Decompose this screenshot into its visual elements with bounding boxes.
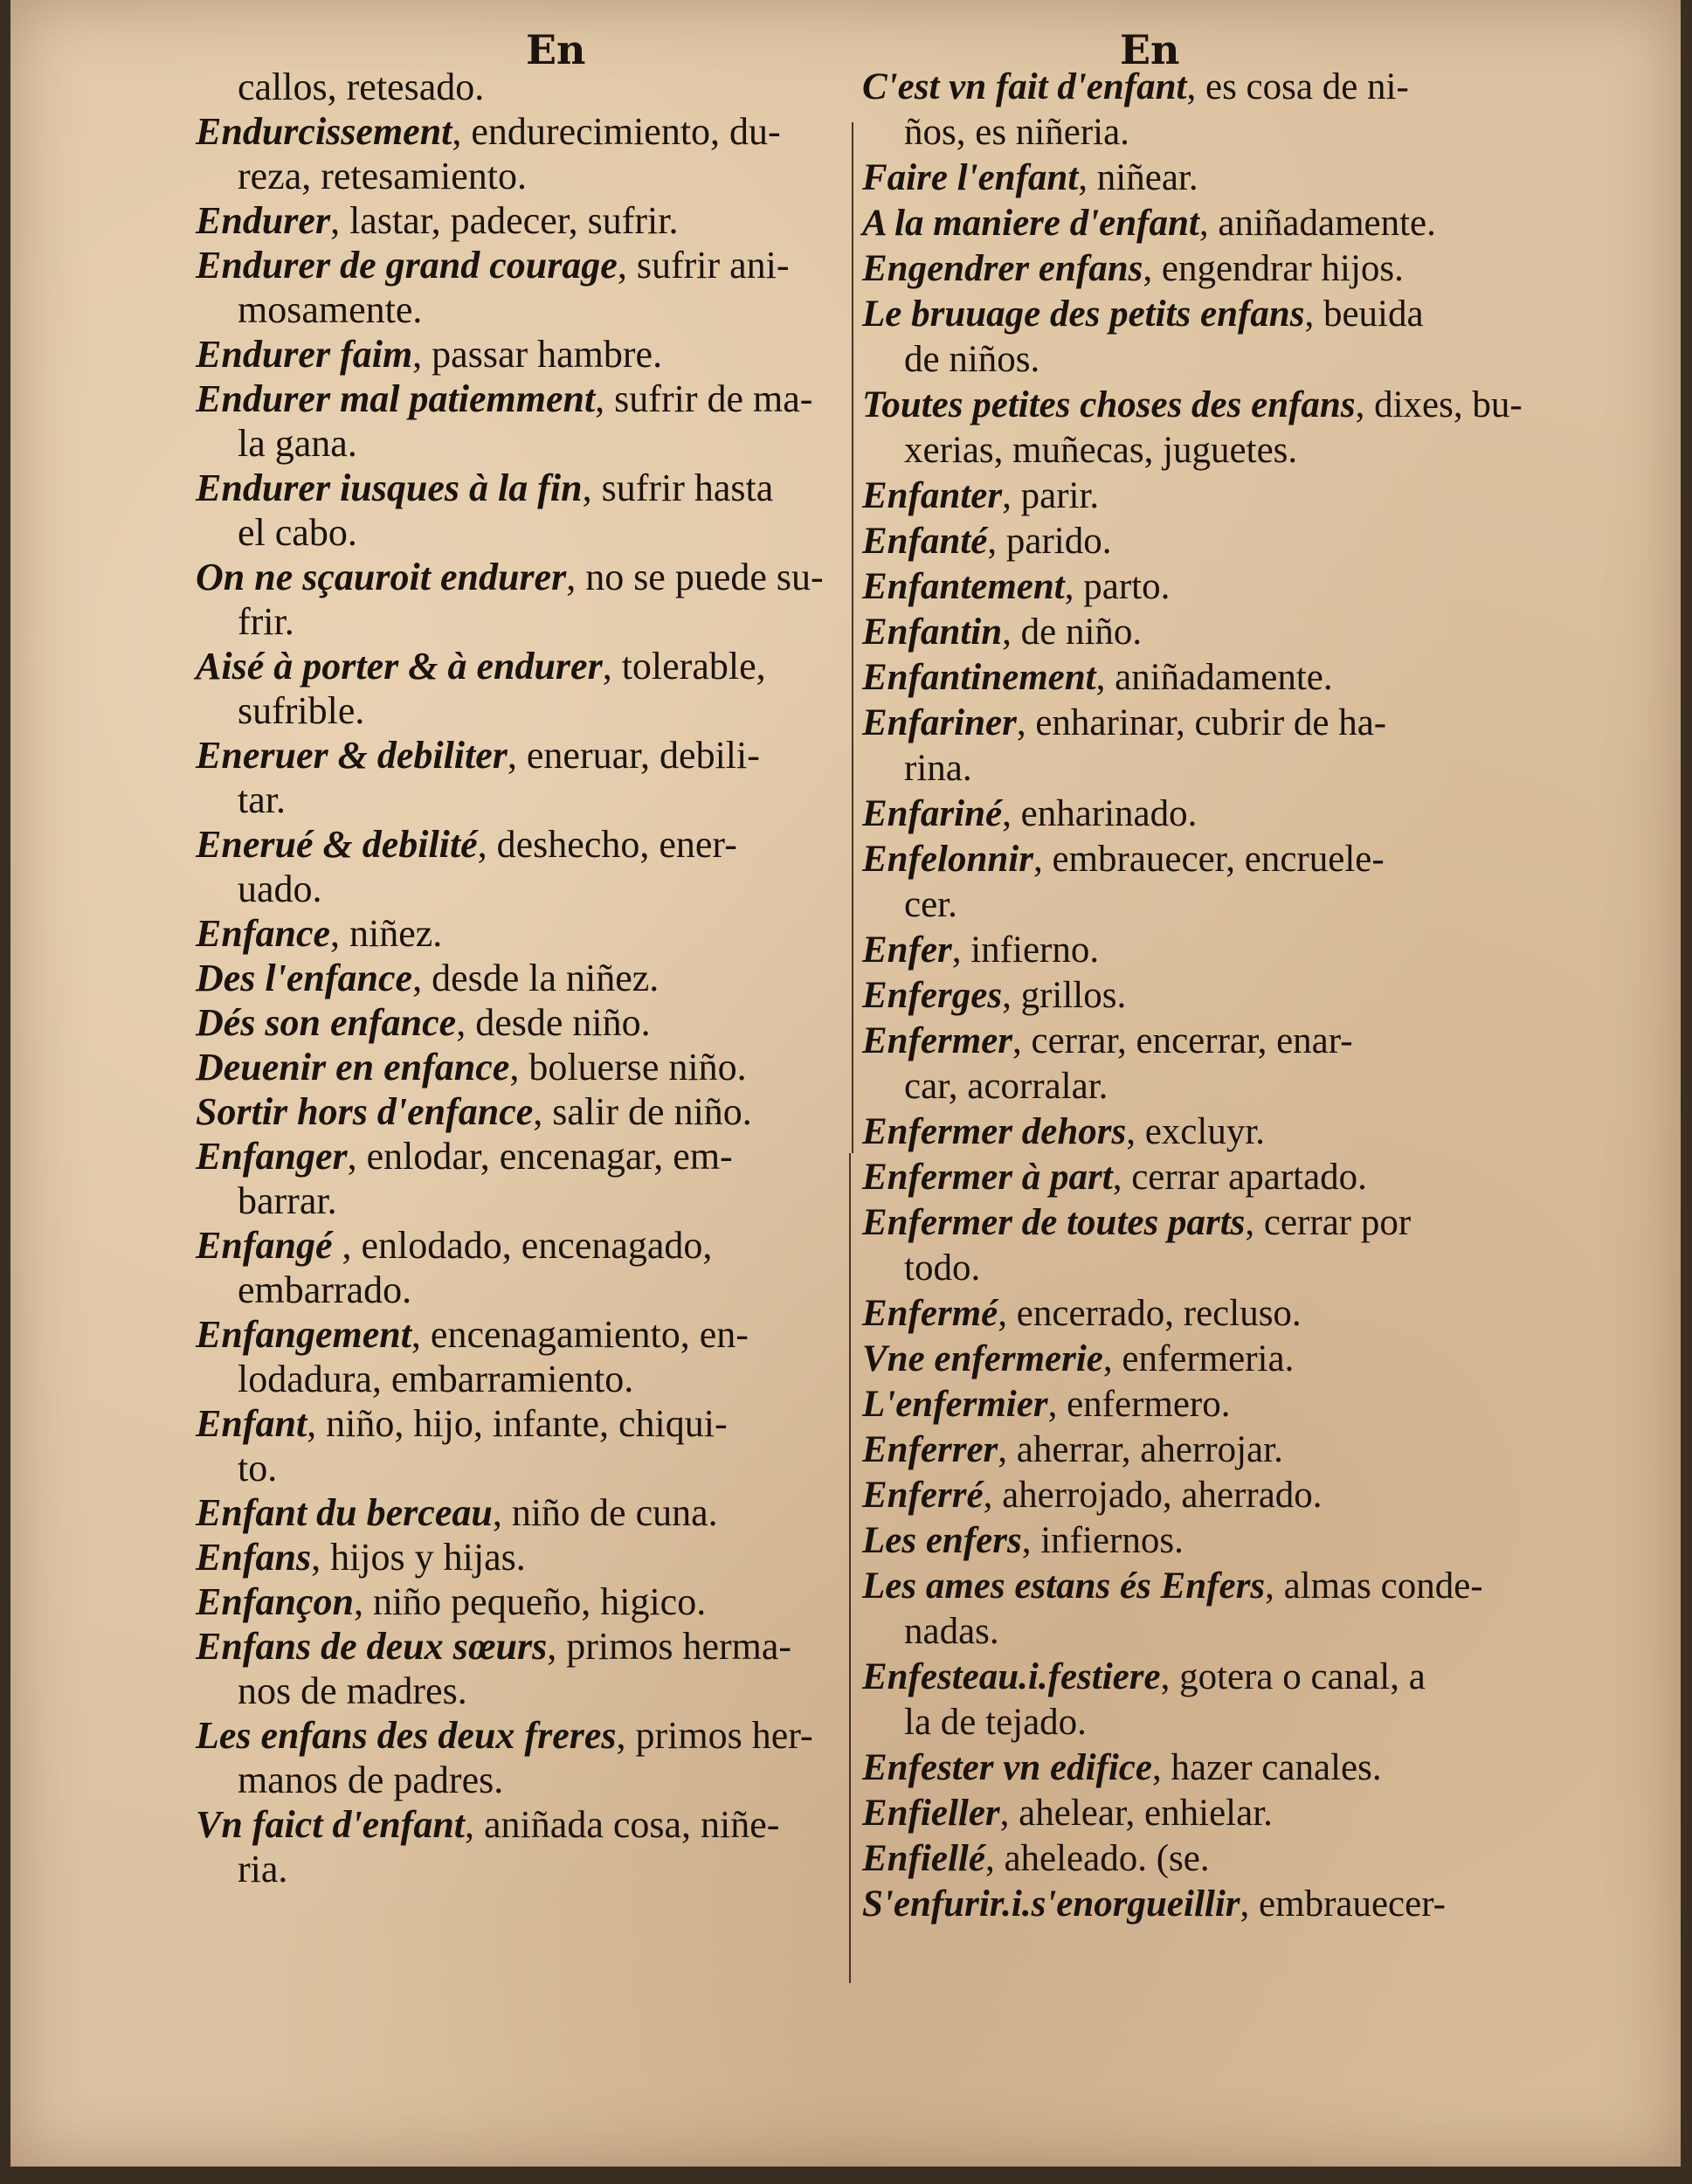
entry-definition: de niños.: [904, 339, 1040, 380]
entry-headword: Enferré: [862, 1475, 984, 1516]
entry-headword: Toutes petites choses des enfans: [862, 384, 1356, 425]
entry-definition: , sufrir de ma-: [595, 377, 813, 420]
dictionary-entry: [196, 1089, 842, 1134]
column-rule: [852, 122, 853, 1153]
entry-headword: Enfariner: [862, 702, 1017, 743]
entry-definition: , embrauecer, encruele-: [1032, 839, 1385, 880]
entry-headword: Enfariné: [862, 793, 1003, 834]
entry-definition: todo.: [904, 1248, 981, 1289]
entry-definition: barrar.: [238, 1179, 337, 1222]
entry-continuation: [196, 1446, 842, 1490]
dictionary-entry: [196, 911, 842, 956]
entry-definition: , aherrar, aherrojar.: [998, 1429, 1283, 1470]
dictionary-entry: [196, 644, 842, 688]
dictionary-entry: [862, 1200, 1513, 1246]
entry-definition: , aherrojado, aherrado.: [983, 1475, 1323, 1516]
dictionary-entry: [196, 1802, 842, 1847]
dictionary-entry: [196, 1312, 842, 1357]
entry-headword: Enfelonnir: [862, 839, 1033, 880]
entry-definition: , sufrir hasta: [582, 467, 774, 509]
entry-definition: , engendrar hijos.: [1143, 248, 1404, 289]
dictionary-entry: [862, 201, 1513, 246]
entry-definition: , almas conde-: [1265, 1565, 1483, 1607]
entry-headword: Enfangement: [196, 1313, 411, 1356]
dictionary-entry: [196, 1490, 842, 1535]
entry-headword: Enfanté: [862, 521, 988, 562]
dictionary-entry: [862, 519, 1513, 564]
entry-headword: Eneruer & debiliter: [196, 734, 508, 777]
dictionary-entry: [196, 466, 842, 510]
entry-definition: ños, es niñeria.: [904, 112, 1129, 153]
entry-headword: Enferrer: [862, 1429, 998, 1470]
entry-definition: , enharinar, cubrir de ha-: [1016, 702, 1387, 743]
entry-headword: Les ames estans és Enfers: [862, 1565, 1266, 1607]
dictionary-entry: [196, 733, 842, 778]
entry-headword: S'enfurir.i.s'enorgueillir: [862, 1883, 1240, 1925]
entry-headword: Endurer de grand courage: [196, 244, 618, 287]
entry-definition: , encerrado, recluso.: [998, 1293, 1302, 1334]
entry-definition: , salir de niño.: [533, 1090, 752, 1133]
dictionary-entry: [862, 1836, 1513, 1882]
entry-headword: Enfanter: [862, 475, 1003, 516]
entry-definition: , enharinado.: [1002, 793, 1198, 834]
entry-definition: el cabo.: [238, 511, 357, 554]
running-head-left: En: [526, 26, 586, 73]
dictionary-entry: [862, 655, 1513, 701]
entry-headword: Enfans: [196, 1536, 312, 1579]
entry-definition: , niñez.: [330, 912, 443, 955]
entry-headword: Enfermer dehors: [862, 1111, 1127, 1152]
entry-definition: , de niño.: [1002, 612, 1143, 653]
entry-definition: , grillos.: [1002, 975, 1127, 1016]
entry-headword: Enfester vn edifice: [862, 1747, 1152, 1788]
entry-definition: , infierno.: [951, 930, 1100, 971]
entry-headword: Faire l'enfant: [862, 157, 1079, 198]
entry-definition: , aniñadamente.: [1095, 657, 1333, 698]
entry-definition: mosamente.: [238, 288, 423, 331]
entry-headword: L'enfermier: [862, 1384, 1048, 1425]
dictionary-entry: [862, 1564, 1513, 1609]
entry-definition: , hijos y hijas.: [311, 1536, 526, 1579]
dictionary-entry: [862, 156, 1513, 201]
entry-headword: Enfiellé: [862, 1838, 985, 1879]
entry-headword: Les enfans des deux freres: [196, 1714, 617, 1757]
dictionary-entry: [862, 1473, 1513, 1518]
entry-continuation: [196, 1268, 842, 1312]
entry-definition: , eneruar, debili-: [507, 734, 760, 777]
entry-headword: Les enfers: [862, 1520, 1022, 1561]
entry-definition: , enfermero.: [1047, 1384, 1231, 1425]
entry-definition: , desde la niñez.: [412, 957, 660, 999]
entry-definition: car, acorralar.: [904, 1066, 1108, 1107]
entry-definition: , embrauecer-: [1240, 1883, 1447, 1925]
entry-headword: Enfermer à part: [862, 1157, 1113, 1198]
entry-definition: , parto.: [1064, 566, 1171, 607]
dictionary-entry: [196, 1401, 842, 1446]
entry-definition: nos de madres.: [238, 1669, 467, 1712]
entry-definition: , primos her-: [616, 1714, 813, 1757]
entry-definition: , endurecimiento, du-: [452, 110, 781, 153]
entry-headword: Le bruuage des petits enfans: [862, 294, 1305, 335]
entry-headword: Enfesteau.i.festiere: [862, 1656, 1161, 1697]
dictionary-entry: [862, 1382, 1513, 1427]
entry-definition: cer.: [904, 884, 957, 925]
dictionary-entry: [196, 1535, 842, 1579]
entry-definition: , boluerse niño.: [509, 1046, 747, 1089]
entry-definition: , encenagamiento, en-: [411, 1313, 749, 1356]
entry-definition: , beuida: [1304, 294, 1424, 335]
entry-continuation: [196, 287, 842, 332]
dictionary-entry: [196, 243, 842, 287]
entry-definition: la gana.: [238, 422, 357, 465]
entry-definition: , infiernos.: [1021, 1520, 1184, 1561]
dictionary-entry: [196, 1223, 842, 1268]
entry-definition: , enlodar, encenagar, em-: [347, 1135, 733, 1178]
dictionary-entry: [862, 1791, 1513, 1836]
entry-headword: A la maniere d'enfant: [862, 203, 1199, 244]
entry-definition: , tolerable,: [602, 645, 766, 688]
entry-definition: , enlodado, encenagado,: [332, 1224, 713, 1267]
entry-definition: embarrado.: [238, 1268, 412, 1311]
dictionary-entry: [862, 473, 1513, 519]
dictionary-entry: [862, 564, 1513, 610]
dictionary-entry: [862, 1518, 1513, 1564]
dictionary-entry: [196, 1134, 842, 1178]
entry-continuation: [196, 154, 842, 198]
dictionary-entry: [196, 1579, 842, 1624]
entry-continuation: [862, 428, 1513, 473]
entry-continuation: [196, 867, 842, 911]
entry-definition: , aheleado. (se.: [984, 1838, 1210, 1879]
entry-headword: Aisé à porter & à endurer: [196, 645, 603, 688]
dictionary-entry: [862, 1882, 1513, 1927]
entry-definition: , cerrar por: [1245, 1202, 1412, 1243]
entry-headword: Enerué & debilité: [196, 823, 478, 866]
entry-continuation: [196, 778, 842, 822]
entry-continuation: [196, 65, 842, 109]
dictionary-entry: [196, 109, 842, 154]
dictionary-entry: [862, 1337, 1513, 1382]
entry-headword: Vn faict d'enfant: [196, 1803, 466, 1846]
entry-continuation: [862, 1064, 1513, 1109]
entry-headword: Endurer mal patiemment: [196, 377, 596, 420]
entry-headword: Enfangé: [196, 1224, 333, 1267]
entry-headword: Enfieller: [862, 1793, 1000, 1834]
entry-definition: reza, retesamiento.: [238, 155, 528, 197]
entry-headword: On ne sçauroit endurer: [196, 556, 567, 598]
entry-definition: , ahelear, enhielar.: [999, 1793, 1273, 1834]
entry-definition: sufrible.: [238, 689, 365, 732]
entry-continuation: [196, 421, 842, 466]
entry-definition: , niño de cuna.: [492, 1491, 718, 1534]
book-page: [10, 0, 1681, 2167]
entry-headword: Enfer: [862, 930, 952, 971]
entry-headword: Dés son enfance: [196, 1001, 457, 1044]
entry-headword: Endurer: [196, 199, 331, 242]
entry-headword: Enfermer: [862, 1020, 1012, 1061]
dictionary-entry: [196, 1000, 842, 1045]
entry-definition: , aniñadamente.: [1198, 203, 1436, 244]
entry-definition: , niño pequeño, higico.: [353, 1580, 707, 1623]
entry-headword: Enfantement: [862, 566, 1065, 607]
entry-continuation: [862, 1700, 1513, 1745]
entry-definition: , lastar, padecer, sufrir.: [330, 199, 679, 242]
entry-headword: Engendrer enfans: [862, 248, 1143, 289]
dictionary-entry: [196, 1045, 842, 1089]
right-column: [862, 65, 1523, 1927]
dictionary-entry: [862, 973, 1513, 1019]
entry-continuation: [862, 1246, 1513, 1291]
entry-definition: , aniñada cosa, niñe-: [465, 1803, 780, 1846]
entry-definition: , no se puede su-: [566, 556, 824, 598]
entry-headword: Enfançon: [196, 1580, 354, 1623]
entry-definition: xerias, muñecas, juguetes.: [904, 430, 1298, 471]
dictionary-entry: [862, 1109, 1513, 1155]
entry-definition: tar.: [238, 778, 286, 821]
entry-definition: , dixes, bu-: [1355, 384, 1523, 425]
entry-continuation: [862, 110, 1513, 156]
entry-definition: callos, retesado.: [238, 66, 485, 108]
dictionary-entry: [862, 1291, 1513, 1337]
entry-headword: Sortir hors d'enfance: [196, 1090, 534, 1133]
entry-definition: ria.: [238, 1848, 288, 1890]
entry-continuation: [196, 599, 842, 644]
entry-definition: , cerrar apartado.: [1112, 1157, 1367, 1198]
dictionary-entry: [862, 292, 1513, 337]
column-rule: [849, 1153, 851, 1983]
dictionary-entry: [862, 837, 1513, 882]
dictionary-entry: [196, 1713, 842, 1758]
dictionary-entry: [862, 246, 1513, 292]
entry-headword: Deuenir en enfance: [196, 1046, 510, 1089]
entry-headword: C'est vn fait d'enfant: [862, 66, 1187, 107]
entry-definition: , excluyr.: [1126, 1111, 1266, 1152]
entry-definition: lodadura, embarramiento.: [238, 1358, 634, 1400]
dictionary-entry: [862, 701, 1513, 746]
entry-headword: Enfanger: [196, 1135, 348, 1178]
entry-definition: nadas.: [904, 1611, 999, 1652]
entry-definition: la de tejado.: [904, 1702, 1087, 1743]
running-head-right: En: [1120, 26, 1180, 73]
entry-definition: , gotera o canal, a: [1160, 1656, 1426, 1697]
dictionary-entry: [862, 928, 1513, 973]
entry-headword: Enfermé: [862, 1293, 998, 1334]
entry-definition: , niño, hijo, infante, chiqui-: [307, 1402, 728, 1445]
entry-definition: , sufrir ani-: [617, 244, 790, 287]
entry-definition: manos de padres.: [238, 1759, 504, 1801]
entry-continuation: [196, 1669, 842, 1713]
dictionary-entry: [196, 1624, 842, 1669]
entry-continuation: [196, 1758, 842, 1802]
dictionary-entry: [862, 1745, 1513, 1791]
dictionary-entry: [862, 791, 1513, 837]
entry-definition: , passar hambre.: [412, 333, 663, 376]
dictionary-entry: [862, 1655, 1513, 1700]
entry-definition: rina.: [904, 748, 972, 789]
entry-headword: Endurer faim: [196, 333, 413, 376]
entry-definition: , es cosa de ni-: [1186, 66, 1409, 107]
entry-headword: Enfant du berceau: [196, 1491, 493, 1534]
entry-definition: , hazer canales.: [1151, 1747, 1382, 1788]
entry-headword: Enfance: [196, 912, 330, 955]
dictionary-entry: [862, 1019, 1513, 1064]
entry-headword: Enfans de deux sœurs: [196, 1625, 548, 1668]
dictionary-entry: [862, 1427, 1513, 1473]
dictionary-entry: [196, 956, 842, 1000]
entry-headword: Des l'enfance: [196, 957, 413, 999]
entry-definition: , niñear.: [1078, 157, 1198, 198]
entry-definition: , desde niño.: [456, 1001, 651, 1044]
entry-continuation: [196, 510, 842, 555]
dictionary-entry: [196, 377, 842, 421]
dictionary-entry: [862, 610, 1513, 655]
entry-headword: Enfermer de toutes parts: [862, 1202, 1246, 1243]
dictionary-entry: [862, 1155, 1513, 1200]
entry-definition: , parir.: [1002, 475, 1100, 516]
entry-headword: Enfant: [196, 1402, 307, 1445]
entry-continuation: [196, 1847, 842, 1891]
dictionary-entry: [862, 65, 1513, 110]
entry-definition: uado.: [238, 867, 322, 910]
entry-continuation: [196, 688, 842, 733]
entry-continuation: [196, 1357, 842, 1401]
entry-definition: frir.: [238, 600, 294, 643]
entry-continuation: [862, 337, 1513, 383]
left-column: [196, 65, 842, 1891]
entry-headword: Enfantin: [862, 612, 1003, 653]
entry-headword: Vne enfermerie: [862, 1338, 1103, 1379]
entry-continuation: [862, 746, 1513, 791]
entry-headword: Endurer iusques à la fin: [196, 467, 583, 509]
entry-definition: to.: [238, 1447, 278, 1489]
dictionary-entry: [862, 383, 1523, 428]
dictionary-entry: [196, 198, 842, 243]
entry-headword: Enferges: [862, 975, 1003, 1016]
entry-definition: , cerrar, encerrar, enar-: [1012, 1020, 1353, 1061]
entry-definition: , parido.: [987, 521, 1112, 562]
dictionary-entry: [196, 332, 842, 377]
dictionary-entry: [196, 822, 842, 867]
entry-definition: , primos herma-: [547, 1625, 792, 1668]
entry-continuation: [196, 1178, 842, 1223]
entry-definition: , enfermeria.: [1102, 1338, 1295, 1379]
entry-headword: Enfantinement: [862, 657, 1096, 698]
entry-definition: , deshecho, ener-: [477, 823, 737, 866]
entry-continuation: [862, 1609, 1513, 1655]
entry-continuation: [862, 882, 1513, 928]
entry-headword: Endurcissement: [196, 110, 452, 153]
dictionary-entry: [196, 555, 842, 599]
